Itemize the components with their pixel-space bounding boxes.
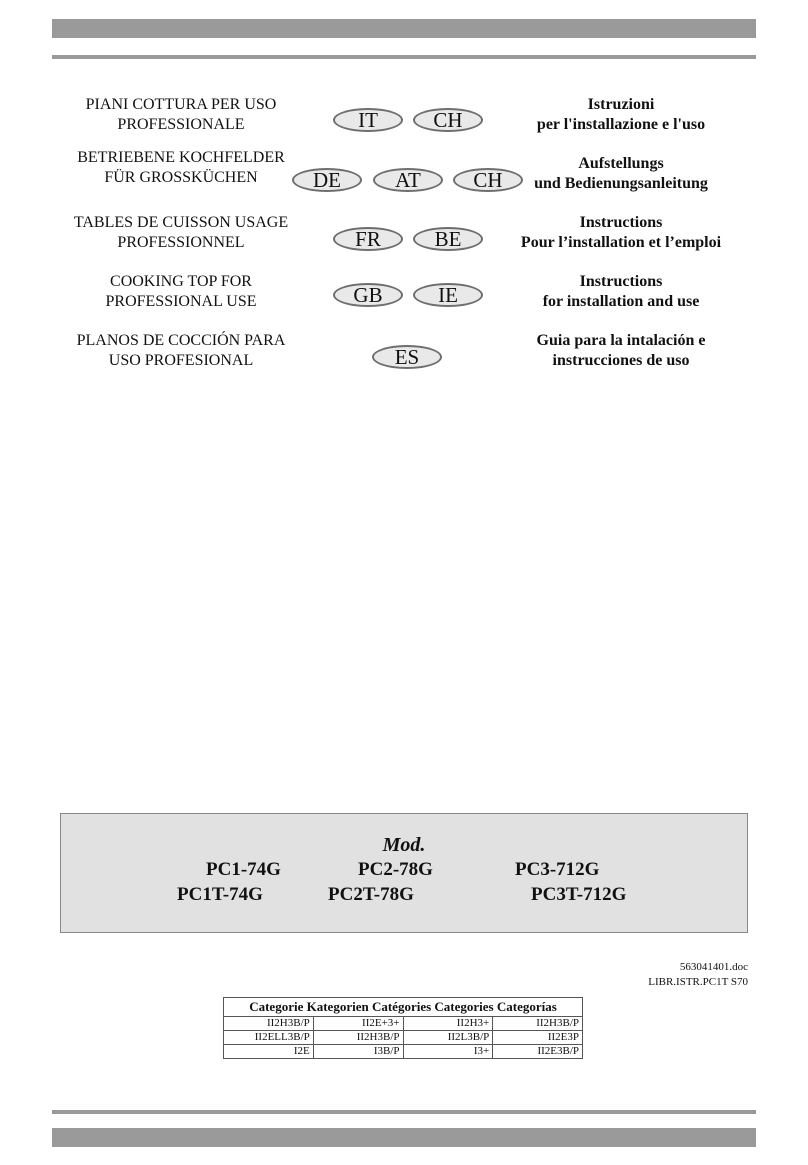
categories-table [223,997,583,1059]
language-badge-at: AT [373,168,443,192]
language-row-it [0,95,808,155]
product-description: PLANOS DE COCCIÓN PARA USO PROFESIONAL [76,332,286,369]
model-name: PC1-74G [206,859,281,880]
language-badge-de: DE [292,168,362,192]
model-box [60,813,748,933]
product-description: TABLES DE CUISSON USAGE PROFESSIONNEL [73,214,289,251]
product-description: PIANI COTTURA PER USO PROFESSIONALE [85,96,277,133]
bottom-bar-thin [52,1110,756,1114]
language-badge-es: ES [372,345,442,369]
table-cell: II2H3+ [403,1017,493,1031]
product-description: COOKING TOP FOR PROFESSIONAL USE [105,273,257,310]
table-cell: I3+ [403,1045,493,1059]
table-row [224,1031,583,1045]
table-cell: II2H3B/P [493,1017,583,1031]
table-row [224,1045,583,1059]
model-name: PC1T-74G [177,884,263,905]
table-header-row [224,998,583,1017]
categories-header: Categorie Kategorien Catégories Categories Categorías [224,998,583,1017]
model-title: Mod. [382,834,426,856]
document-reference: 563041401.doc LIBR.ISTR.PC1T S70 [648,961,748,988]
top-bar-thick [52,19,756,38]
table-cell: II2E+3+ [313,1017,403,1031]
model-name: PC2-78G [358,859,433,880]
product-description: BETRIEBENE KOCHFELDER FÜR GROSSKÜCHEN [77,149,285,186]
language-badge-ch: CH [413,108,483,132]
table-cell: II2E3P [493,1031,583,1045]
table-cell: I2E [224,1045,314,1059]
table-cell: II2ELL3B/P [224,1031,314,1045]
table-row [224,1017,583,1031]
model-name: PC2T-78G [328,884,414,905]
language-badge-ch: CH [453,168,523,192]
table-cell: II2L3B/P [403,1031,493,1045]
table-cell: II2H3B/P [224,1017,314,1031]
language-row-es [0,331,808,391]
language-row-gb [0,272,808,332]
table-cell: II2E3B/P [493,1045,583,1059]
language-badge-be: BE [413,227,483,251]
instructions-description: Aufstellungs und Bedienungsanleitung [534,155,708,192]
model-name: PC3-712G [515,859,600,880]
language-badge-fr: FR [333,227,403,251]
language-badge-it: IT [333,108,403,132]
table-cell: II2H3B/P [313,1031,403,1045]
instructions-description: Instructions for installation and use [542,273,700,310]
model-name: PC3T-712G [531,884,627,905]
language-row-de [0,148,808,208]
instructions-description: Guia para la intalación e instrucciones de uso [536,332,706,369]
bottom-bar-thick [52,1128,756,1147]
language-badge-ie: IE [413,283,483,307]
instructions-description: Instructions Pour l’installation et l’emploi [520,214,722,251]
top-bar-thin [52,55,756,59]
table-cell: I3B/P [313,1045,403,1059]
language-badge-gb: GB [333,283,403,307]
instructions-description: Istruzioni per l'installazione e l'uso [536,96,706,133]
language-row-fr [0,213,808,273]
